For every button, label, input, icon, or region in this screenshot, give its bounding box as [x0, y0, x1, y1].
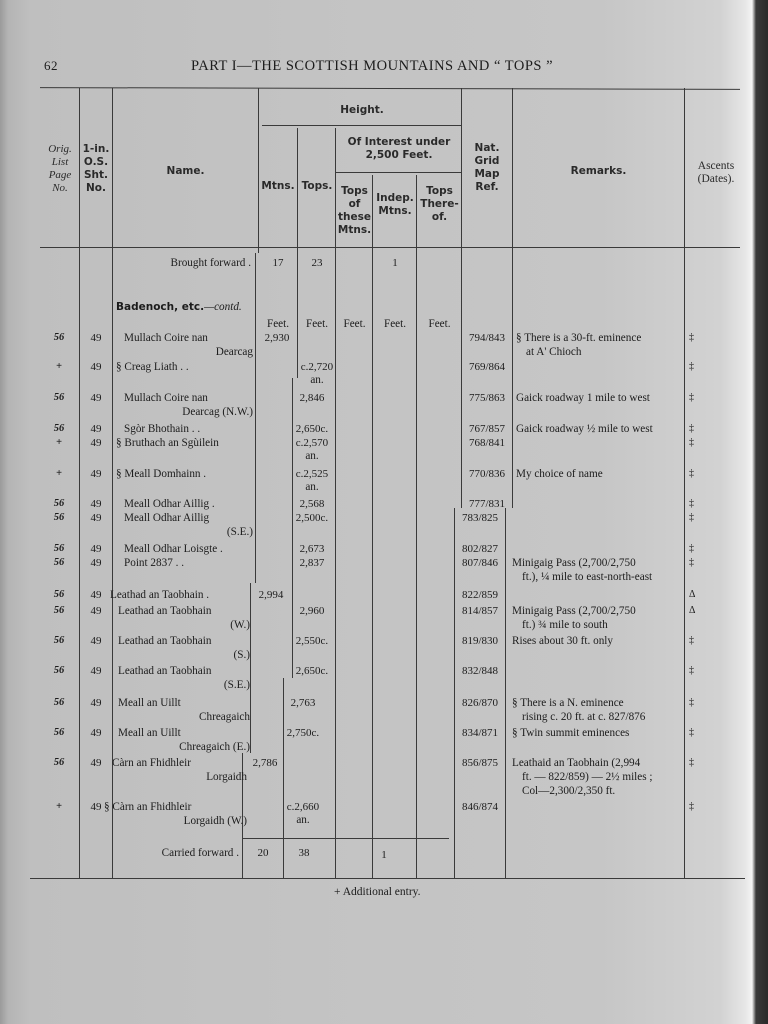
remarks-line2: ft.) ¾ mile to south: [522, 619, 608, 631]
unit-tops: Feet.: [305, 318, 329, 330]
ascent-mark: ‡: [689, 437, 694, 448]
orig-page: +: [56, 468, 62, 479]
header-remarks: Remarks.: [570, 165, 627, 177]
ascent-mark: Δ: [689, 589, 696, 600]
unit-mtns: Feet.: [266, 318, 290, 330]
header-tops: Tops.: [301, 180, 333, 192]
ascent-mark: ‡: [689, 697, 694, 708]
ascent-mark: ‡: [689, 727, 694, 738]
os-sheet: 49: [90, 727, 102, 739]
name-line1: Meall Odhar Loisgte .: [124, 543, 223, 555]
header-line: 1-in.: [82, 143, 110, 155]
name-line2: Chreagaich: [199, 711, 250, 723]
remarks-line1: Leathaid an Taobhain (2,994: [512, 757, 641, 769]
ascent-mark: ‡: [689, 468, 694, 479]
totals-rule: [242, 838, 449, 839]
grid-ref: 826/870: [461, 697, 499, 709]
remarks-line1: Rises about 30 ft. only: [512, 635, 613, 647]
name-line1: § Càrn an Fhidhleir: [104, 801, 192, 813]
height-tops-note: an.: [310, 374, 324, 386]
remarks-line1: My choice of name: [516, 468, 603, 480]
orig-page: +: [56, 361, 62, 372]
os-sheet: 49: [90, 361, 102, 373]
name-line2: Dearcag (N.W.): [182, 406, 253, 418]
table-top-rule: [40, 87, 740, 90]
name-line1: § Meall Domhainn .: [116, 468, 207, 480]
remarks-line2: rising c. 20 ft. at c. 827/876: [522, 711, 646, 723]
name-line2: (S.E.): [226, 526, 253, 538]
os-sheet: 49: [90, 423, 102, 435]
header-line: Of Interest under: [347, 136, 451, 148]
name-line1: Leathad an Taobhain: [118, 635, 212, 647]
header-line: Mtns.: [337, 224, 372, 236]
grid-ref: 783/825: [461, 512, 499, 524]
header-line: Mtns.: [378, 205, 412, 217]
remarks-line1: § Twin summit eminences: [512, 727, 630, 739]
remarks-line2: ft. — 822/859) — 2½ miles ;: [522, 771, 653, 783]
header-line: Ascents: [697, 160, 735, 172]
os-sheet: 49: [90, 468, 102, 480]
os-sheet: 49: [90, 392, 102, 404]
grid-ref: 767/857: [468, 423, 506, 435]
ascent-mark: ‡: [689, 332, 694, 343]
os-sheet: 49: [90, 801, 102, 813]
header-indep: [373, 192, 417, 218]
col-rule: [372, 175, 373, 878]
grid-ref: 856/875: [461, 757, 499, 769]
orig-page: 56: [53, 757, 65, 768]
os-sheet: 49: [90, 437, 102, 449]
orig-page: +: [56, 437, 62, 448]
header-line: these: [338, 211, 371, 223]
remarks-line1: Gaick roadway ½ mile to west: [516, 423, 653, 435]
grid-ref: 846/874: [461, 801, 499, 813]
os-sheet: 49: [90, 697, 102, 709]
name-line2: Chreagaich (E.): [179, 741, 250, 753]
height-mtns: 2,930: [264, 332, 290, 344]
name-line2: (S.E.): [223, 679, 250, 691]
height-tops: 2,650c.: [295, 423, 329, 435]
orig-page: 56: [53, 589, 65, 600]
remarks-line1: § There is a N. eminence: [512, 697, 624, 709]
orig-page: 56: [53, 543, 65, 554]
header-line: of: [348, 198, 361, 210]
header-line: Map: [474, 168, 500, 180]
section-suffix: —contd.: [204, 301, 242, 313]
header-line: Grid: [474, 155, 500, 167]
header-line: No.: [86, 182, 106, 194]
orig-page: 56: [53, 423, 65, 434]
height-tops: 2,673: [299, 543, 325, 555]
ascent-mark: ‡: [689, 512, 694, 523]
remarks-line2: at A' Chioch: [526, 346, 582, 358]
header-grid: [462, 142, 512, 194]
header-line: Tops: [426, 185, 453, 197]
header-height: Height.: [340, 104, 384, 116]
name-line2: (S.): [233, 649, 250, 661]
ascent-mark: ‡: [689, 543, 694, 554]
header-ascents: [686, 160, 746, 186]
height-tops: 2,960: [299, 605, 325, 617]
ascent-mark: ‡: [689, 361, 694, 372]
os-sheet: 49: [90, 605, 102, 617]
header-tops-thereof: [417, 185, 462, 224]
running-title: PART I—THE SCOTTISH MOUNTAINS AND “ TOPS ”: [191, 58, 554, 74]
name-line1: § Bruthach an Sgùilein: [116, 437, 219, 449]
name-line1: Sgòr Bhothain . .: [124, 423, 201, 435]
header-os-sheet: [80, 143, 112, 195]
orig-page: 56: [53, 557, 65, 568]
header-line: Sht.: [83, 169, 109, 181]
name-line1: Leathad an Taobhain .: [110, 589, 210, 601]
header-line: Nat.: [474, 142, 500, 154]
header-interest: [336, 136, 462, 162]
col-rule: [335, 128, 336, 878]
ascent-mark: ‡: [689, 665, 694, 676]
grid-ref: 777/831: [468, 498, 506, 510]
carried-forward-tops: 38: [298, 847, 310, 859]
remarks-line1: Minigaig Pass (2,700/2,750: [512, 605, 636, 617]
ascent-mark: ‡: [689, 757, 694, 768]
header-line: Indep.: [376, 192, 414, 204]
header-line: There-: [420, 198, 459, 210]
remarks-line1: Minigaig Pass (2,700/2,750: [512, 557, 636, 569]
orig-page: 56: [53, 665, 65, 676]
header-tops-of-these: [336, 185, 373, 237]
table-bottom-rule: [30, 878, 745, 879]
ascent-mark: Δ: [689, 605, 696, 616]
carried-forward-indep: 1: [381, 849, 387, 861]
header-line: Tops: [341, 185, 368, 197]
brought-forward-indep: 1: [392, 257, 398, 269]
header-line: Page: [48, 169, 72, 181]
remarks-line3: Col—2,300/2,350 ft.: [522, 785, 616, 797]
height-tops: c.2,660: [286, 801, 320, 813]
height-tops: 2,846: [299, 392, 325, 404]
ascent-mark: ‡: [689, 557, 694, 568]
name-line1: Leathad an Taobhain: [118, 665, 212, 677]
header-mtns: Mtns.: [261, 180, 295, 192]
remarks-line2: ft.), ¼ mile to east-north-east: [522, 571, 653, 583]
header-line: 2,500 Feet.: [365, 149, 433, 161]
ascent-mark: ‡: [689, 423, 694, 434]
height-subrule: [262, 125, 462, 126]
grid-ref: 832/848: [461, 665, 499, 677]
brought-forward-mtns: 17: [272, 257, 284, 269]
col-rule: [255, 253, 256, 583]
remarks-line1: § There is a 30-ft. eminence: [516, 332, 642, 344]
name-line1: Meall Odhar Aillig .: [124, 498, 215, 510]
unit-tops-thereof: Feet.: [428, 318, 451, 330]
ascent-mark: ‡: [689, 392, 694, 403]
brought-forward-label: Brought forward .: [170, 257, 251, 269]
ascent-mark: ‡: [689, 635, 694, 646]
height-tops-note: an.: [296, 814, 310, 826]
grid-ref: 770/836: [468, 468, 506, 480]
footnote: + Additional entry.: [334, 886, 421, 898]
os-sheet: 49: [90, 557, 102, 569]
name-line2: Dearcag: [215, 346, 253, 358]
name-line1: Point 2837 . .: [124, 557, 184, 569]
col-rule: [250, 583, 251, 753]
grid-ref: 814/857: [461, 605, 499, 617]
header-line: Orig.: [48, 143, 72, 155]
height-tops: 2,763: [290, 697, 316, 709]
header-line: Ref.: [475, 181, 499, 193]
orig-page: 56: [53, 635, 65, 646]
grid-ref: 794/843: [468, 332, 506, 344]
height-tops-note: an.: [305, 481, 319, 493]
unit-tops-of-these: Feet.: [343, 318, 366, 330]
grid-ref: 769/864: [468, 361, 506, 373]
section-heading: [116, 300, 242, 314]
name-line1: Meall Odhar Aillig: [124, 512, 210, 524]
carried-forward-mtns: 20: [257, 847, 269, 859]
orig-page: 56: [53, 512, 65, 523]
height-tops: 2,568: [299, 498, 325, 510]
col-rule: [416, 175, 417, 878]
name-line1: Leathad an Taobhain: [118, 605, 212, 617]
orig-page: +: [56, 801, 62, 812]
header-line: O.S.: [83, 156, 109, 168]
height-tops: 2,837: [299, 557, 325, 569]
height-tops: 2,550c.: [295, 635, 329, 647]
os-sheet: 49: [90, 332, 102, 344]
height-mtns: 2,786: [252, 757, 278, 769]
name-line1: Meall an Uillt: [118, 697, 181, 709]
grid-ref: 768/841: [468, 437, 506, 449]
carried-forward-label: Carried forward .: [161, 847, 239, 859]
orig-page: 56: [53, 605, 65, 616]
grid-ref: 819/830: [461, 635, 499, 647]
name-line2: Lorgaidh (W.): [183, 815, 247, 827]
name-line1: Mullach Coire nan: [124, 332, 208, 344]
os-sheet: 49: [90, 589, 102, 601]
os-sheet: 49: [90, 498, 102, 510]
col-rule: [684, 88, 685, 878]
section-title: Badenoch, etc.: [116, 301, 205, 313]
height-mtns: 2,994: [258, 589, 284, 601]
grid-ref: 807/846: [461, 557, 499, 569]
os-sheet: 49: [90, 543, 102, 555]
name-line1: Mullach Coire nan: [124, 392, 208, 404]
orig-page: 56: [53, 392, 65, 403]
os-sheet: 49: [90, 665, 102, 677]
grid-ref: 834/871: [461, 727, 499, 739]
name-line1: § Creag Liath . .: [116, 361, 189, 373]
ascent-mark: ‡: [689, 801, 694, 812]
os-sheet: 49: [90, 512, 102, 524]
header-line: of.: [431, 211, 448, 223]
height-tops: 2,650c.: [295, 665, 329, 677]
orig-page: 56: [53, 727, 65, 738]
height-tops: 2,750c.: [286, 727, 320, 739]
interest-subrule: [336, 172, 462, 173]
name-line2: (W.): [230, 619, 250, 631]
name-line1: Càrn an Fhidhleir: [112, 757, 191, 769]
os-sheet: 49: [90, 757, 102, 769]
brought-forward-tops: 23: [311, 257, 323, 269]
grid-ref: 802/827: [461, 543, 499, 555]
header-line: (Dates).: [697, 173, 735, 185]
height-tops: c.2,570: [295, 437, 329, 449]
name-line1: Meall an Uillt: [118, 727, 181, 739]
height-tops-note: an.: [305, 450, 319, 462]
remarks-line1: Gaick roadway 1 mile to west: [516, 392, 650, 404]
header-bottom-rule: [40, 247, 740, 248]
header-line: No.: [52, 182, 68, 194]
header-orig-list: [40, 143, 80, 195]
page-number: 62: [44, 58, 58, 73]
height-tops: 2,500c.: [295, 512, 329, 524]
height-tops: c.2,720: [300, 361, 334, 373]
name-line2: Lorgaidh: [206, 771, 247, 783]
header-line: List: [51, 156, 69, 168]
orig-page: 56: [53, 498, 65, 509]
orig-page: 56: [53, 697, 65, 708]
unit-indep: Feet.: [383, 318, 407, 330]
height-tops: c.2,525: [295, 468, 329, 480]
header-name: Name.: [166, 165, 205, 177]
grid-ref: 775/863: [468, 392, 506, 404]
ascent-mark: ‡: [689, 498, 694, 509]
orig-page: 56: [53, 332, 65, 343]
os-sheet: 49: [90, 635, 102, 647]
col-rule: [258, 88, 259, 253]
grid-ref: 822/859: [461, 589, 499, 601]
